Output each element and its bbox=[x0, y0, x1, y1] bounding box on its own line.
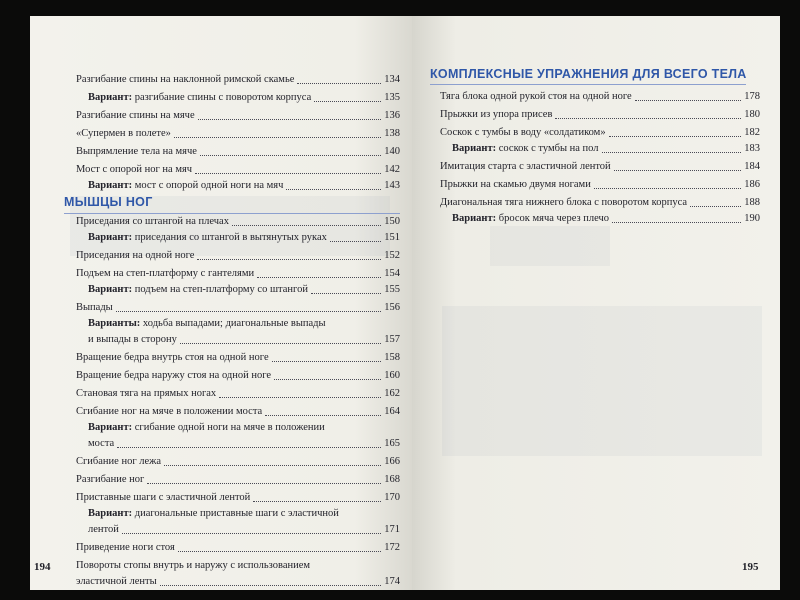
toc-entry-title: разгибание спины с поворотом корпуса bbox=[134, 92, 312, 103]
leader-dots bbox=[198, 119, 382, 120]
toc-entry-title: Разгибание спины на мяче bbox=[76, 110, 195, 121]
toc-entry[interactable] bbox=[440, 177, 760, 193]
toc-entry-page: 140 bbox=[384, 146, 400, 157]
toc-entry-page: 152 bbox=[384, 250, 400, 261]
toc-entry-title: диагональные приставные шаги с эластичной bbox=[134, 508, 339, 519]
section-heading: КОМПЛЕКСНЫЕ УПРАЖНЕНИЯ ДЛЯ ВСЕГО ТЕЛА bbox=[430, 67, 747, 81]
leader-dots bbox=[195, 173, 381, 174]
leader-dots bbox=[257, 277, 381, 278]
toc-entry[interactable] bbox=[76, 248, 400, 264]
toc-entry-title-continued: и выпады в сторону bbox=[88, 334, 177, 345]
toc-entry-page: 184 bbox=[744, 161, 760, 172]
toc-entry-page: 165 bbox=[384, 438, 400, 449]
toc-entry-title: Приставные шаги с эластичной лентой bbox=[76, 492, 251, 503]
toc-variant-entry[interactable] bbox=[88, 522, 400, 538]
section-rule bbox=[430, 84, 746, 85]
leader-dots bbox=[160, 585, 382, 586]
leader-dots bbox=[602, 152, 742, 153]
toc-entry-page: 162 bbox=[384, 388, 400, 399]
toc-entry-page: 183 bbox=[744, 143, 760, 154]
leader-dots bbox=[197, 259, 381, 260]
leader-dots bbox=[330, 241, 381, 242]
page-number: 194 bbox=[34, 561, 51, 573]
toc-entry[interactable] bbox=[76, 266, 400, 282]
toc-entry-page: 171 bbox=[384, 524, 400, 535]
leader-dots bbox=[635, 100, 742, 101]
leader-dots bbox=[232, 225, 381, 226]
variant-label: Вариант: bbox=[88, 92, 133, 103]
toc-entry-title: Имитация старта с эластичной лентой bbox=[440, 161, 611, 172]
toc-entry-page: 158 bbox=[384, 352, 400, 363]
toc-entry-page: 172 bbox=[384, 542, 400, 553]
leader-dots bbox=[272, 361, 382, 362]
variant-label: Вариант: bbox=[88, 422, 133, 433]
toc-entry[interactable] bbox=[76, 540, 400, 556]
toc-entry-page: 164 bbox=[384, 406, 400, 417]
toc-variant-entry[interactable] bbox=[88, 282, 400, 298]
toc-entry[interactable] bbox=[76, 574, 400, 590]
toc-entry-page: 138 bbox=[384, 128, 400, 139]
toc-entry[interactable] bbox=[76, 108, 400, 124]
variant-label: Вариант: bbox=[88, 180, 133, 191]
toc-entry-title: Выпрямление тела на мяче bbox=[76, 146, 197, 157]
leader-dots bbox=[200, 155, 381, 156]
toc-entry-title: Вращение бедра внутрь стоя на одной ноге bbox=[76, 352, 269, 363]
toc-entry-title: Вращение бедра наружу стоя на одной ноге bbox=[76, 370, 272, 381]
toc-entry-page: 142 bbox=[384, 164, 400, 175]
leader-dots bbox=[311, 293, 381, 294]
toc-variant-entry[interactable] bbox=[88, 436, 400, 452]
toc-entry-page: 160 bbox=[384, 370, 400, 381]
toc-entry-title: Тяга блока одной рукой стоя на одной ноге bbox=[440, 91, 632, 102]
toc-entry-page: 157 bbox=[384, 334, 400, 345]
toc-entry[interactable] bbox=[76, 386, 400, 402]
toc-entry[interactable] bbox=[440, 159, 760, 175]
toc-entry[interactable] bbox=[76, 144, 400, 160]
toc-entry-page: 182 bbox=[744, 127, 760, 138]
variant-label: Вариант: bbox=[88, 284, 133, 295]
toc-variant-entry[interactable] bbox=[88, 230, 400, 246]
leader-dots bbox=[314, 101, 381, 102]
toc-entry-title: Сгибание ног лежа bbox=[76, 456, 162, 467]
toc-entry-page: 151 bbox=[384, 232, 400, 243]
toc-entry-page: 174 bbox=[384, 576, 400, 587]
leader-dots bbox=[253, 501, 381, 502]
toc-entry-title: Разгибание спины на наклонной римской скамье bbox=[76, 74, 295, 85]
toc-entry-page: 156 bbox=[384, 302, 400, 313]
toc-variant-entry[interactable] bbox=[452, 211, 760, 227]
toc-entry[interactable] bbox=[440, 195, 760, 211]
toc-entry-title: Соскок с тумбы в воду «солдатиком» bbox=[440, 127, 606, 138]
toc-entry-first-line[interactable]: Повороты стопы внутрь и наружу с использованием bbox=[76, 560, 311, 571]
leader-dots bbox=[116, 311, 382, 312]
toc-entry[interactable] bbox=[440, 125, 760, 141]
bleed-through-text-shadow bbox=[442, 306, 762, 456]
leader-dots bbox=[690, 206, 741, 207]
leader-dots bbox=[609, 136, 742, 137]
leader-dots bbox=[174, 137, 381, 138]
toc-variant-entry[interactable] bbox=[88, 90, 400, 106]
right-page bbox=[412, 16, 780, 590]
leader-dots bbox=[555, 118, 741, 119]
toc-variant-entry-first-line[interactable] bbox=[88, 316, 326, 332]
leader-dots bbox=[122, 533, 381, 534]
toc-variant-entry[interactable] bbox=[452, 141, 760, 157]
toc-entry-page: 155 bbox=[384, 284, 400, 295]
variant-label: Вариант: bbox=[452, 143, 497, 154]
toc-entry-page: 170 bbox=[384, 492, 400, 503]
toc-entry-page: 135 bbox=[384, 92, 400, 103]
toc-variant-entry-first-line[interactable] bbox=[88, 506, 339, 522]
toc-entry-title: Разгибание ног bbox=[76, 474, 145, 485]
toc-entry-page: 178 bbox=[744, 91, 760, 102]
leader-dots bbox=[274, 379, 381, 380]
toc-entry-title: ходьба выпадами; диагональные выпады bbox=[142, 318, 326, 329]
toc-variant-entry-first-line[interactable] bbox=[88, 420, 325, 436]
toc-entry-title: Диагональная тяга нижнего блока с поворотом корпуса bbox=[440, 197, 688, 208]
toc-entry-page: 186 bbox=[744, 179, 760, 190]
toc-entry-title: сгибание одной ноги на мяче в положении bbox=[134, 422, 325, 433]
leader-dots bbox=[219, 397, 381, 398]
toc-entry-page: 134 bbox=[384, 74, 400, 85]
toc-entry[interactable] bbox=[76, 490, 400, 506]
toc-entry-page: 190 bbox=[744, 213, 760, 224]
leader-dots bbox=[180, 343, 381, 344]
toc-entry-title: соскок с тумбы на пол bbox=[498, 143, 599, 154]
toc-entry-title: Становая тяга на прямых ногах bbox=[76, 388, 217, 399]
toc-variant-entry[interactable] bbox=[88, 332, 400, 348]
leader-dots bbox=[286, 189, 381, 190]
toc-entry[interactable] bbox=[76, 454, 400, 470]
toc-entry-title: Прыжки из упора присев bbox=[440, 109, 553, 120]
toc-entry-page: 166 bbox=[384, 456, 400, 467]
toc-entry[interactable] bbox=[76, 350, 400, 366]
toc-entry-page: 168 bbox=[384, 474, 400, 485]
toc-entry-title: Выпады bbox=[76, 302, 113, 313]
toc-entry[interactable] bbox=[76, 162, 400, 178]
toc-entry[interactable] bbox=[76, 126, 400, 142]
leader-dots bbox=[164, 465, 381, 466]
toc-entry-title-continued: моста bbox=[88, 438, 115, 449]
leader-dots bbox=[594, 188, 741, 189]
toc-entry[interactable] bbox=[440, 89, 760, 105]
toc-entry-title: Приседания на одной ноге bbox=[76, 250, 195, 261]
section-heading: МЫШЦЫ НОГ bbox=[64, 195, 153, 209]
toc-entry-title: мост с опорой одной ноги на мяч bbox=[134, 180, 284, 191]
toc-entry[interactable] bbox=[76, 472, 400, 488]
toc-entry-page: 136 bbox=[384, 110, 400, 121]
toc-entry-title: приседания со штангой в вытянутых руках bbox=[134, 232, 327, 243]
leader-dots bbox=[147, 483, 381, 484]
leader-dots bbox=[612, 222, 741, 223]
toc-entry-title: Сгибание ног на мяче в положении моста bbox=[76, 406, 263, 417]
toc-entry-title: подъем на степ-платформу со штангой bbox=[134, 284, 308, 295]
toc-variant-entry[interactable] bbox=[88, 178, 400, 194]
toc-entry-title: Приведение ноги стоя bbox=[76, 542, 175, 553]
toc-entry-page: 180 bbox=[744, 109, 760, 120]
toc-entry[interactable] bbox=[76, 404, 400, 420]
variant-label: Вариант: bbox=[88, 508, 133, 519]
variant-label: Варианты: bbox=[88, 318, 141, 329]
toc-entry[interactable] bbox=[76, 72, 400, 88]
page-number: 195 bbox=[742, 561, 759, 573]
toc-entry-title: Приседания со штангой на плечах bbox=[76, 216, 229, 227]
toc-entry[interactable] bbox=[76, 300, 400, 316]
toc-entry-title: Мост с опорой ног на мяч bbox=[76, 164, 193, 175]
toc-entry[interactable] bbox=[440, 107, 760, 123]
toc-entry-page: 188 bbox=[744, 197, 760, 208]
leader-dots bbox=[265, 415, 381, 416]
toc-entry-page: 143 bbox=[384, 180, 400, 191]
leader-dots bbox=[117, 447, 381, 448]
bleed-through-shadow bbox=[490, 226, 610, 266]
toc-entry-title: «Супермен в полете» bbox=[76, 128, 171, 139]
variant-label: Вариант: bbox=[452, 213, 497, 224]
left-page bbox=[30, 16, 412, 590]
leader-dots bbox=[178, 551, 381, 552]
leader-dots bbox=[297, 83, 381, 84]
toc-entry-title: Подъем на степ-платформу с гантелями bbox=[76, 268, 255, 279]
toc-entry-page: 154 bbox=[384, 268, 400, 279]
leader-dots bbox=[614, 170, 742, 171]
toc-entry[interactable] bbox=[76, 214, 400, 230]
toc-entry-title-continued: эластичной ленты bbox=[76, 576, 157, 587]
toc-entry[interactable] bbox=[76, 368, 400, 384]
toc-entry-title: бросок мяча через плечо bbox=[498, 213, 610, 224]
variant-label: Вариант: bbox=[88, 232, 133, 243]
toc-entry-page: 150 bbox=[384, 216, 400, 227]
toc-entry-title-continued: лентой bbox=[88, 524, 119, 535]
toc-entry-title: Прыжки на скамью двумя ногами bbox=[440, 179, 591, 190]
